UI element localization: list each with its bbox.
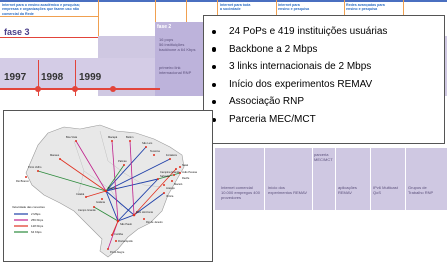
- phase2-note: 56 instituições: [159, 42, 185, 47]
- timeline-note: Grupos de Trabalho RNP: [408, 185, 434, 195]
- timeline-note: aplicações REMAV: [338, 185, 357, 195]
- lower-divider: [312, 148, 313, 210]
- lower-divider: [370, 148, 371, 210]
- city-label: Porto Alegre: [110, 251, 125, 254]
- timeline-note: IPv6 Multicast QoS: [373, 185, 398, 195]
- year-dot: [110, 86, 116, 92]
- city-label: São Luís: [142, 142, 153, 145]
- summary-item: Início dos experimentos REMAV: [204, 76, 444, 94]
- city-label: Belo Horizonte: [136, 211, 154, 214]
- phase3-label: fase 3: [4, 27, 30, 37]
- legend-label: 128 Kbps: [31, 224, 44, 228]
- city-label: Brasília: [108, 187, 117, 190]
- year-label: 1998: [41, 72, 64, 83]
- summary-box: [203, 15, 445, 144]
- city-label: São Paulo: [120, 223, 132, 226]
- summary-item: Associação RNP: [204, 93, 444, 111]
- summary-list: [204, 23, 444, 129]
- year-label: 1997: [4, 72, 27, 83]
- city-label: Rio Branco: [16, 180, 29, 183]
- summary-item: 24 PoPs e 419 instituições usuárias: [204, 23, 444, 41]
- lower-divider: [264, 148, 265, 210]
- city-label: Maceió: [174, 183, 183, 186]
- header-label-teaching: Internet para ensino e pesquisa: [278, 3, 310, 12]
- summary-item: Parceria MEC/MCT: [204, 111, 444, 129]
- map-panel: [3, 110, 213, 262]
- city-label: Teresina: [150, 150, 160, 153]
- timeline-note: início dos experimentos REMAV: [268, 185, 308, 195]
- city-label: Campo Grande: [78, 209, 96, 212]
- city-label: Campina Grande: [160, 171, 180, 174]
- legend-label: 256 Kbps: [31, 218, 44, 222]
- city-label: Salvador: [160, 175, 171, 178]
- city-label: Goiânia: [96, 201, 105, 204]
- timeline-top-border: [0, 0, 447, 2]
- timeline-band-phase2: [155, 22, 205, 96]
- city-label: Macapá: [108, 136, 118, 139]
- legend-title: Velocidade das conexões: [12, 205, 45, 209]
- timeline-divider: [98, 0, 99, 36]
- city-label: Boa Vista: [66, 136, 78, 139]
- header-label-advanced: Redes avançadas para ensino e pesquisa: [346, 3, 385, 12]
- header-rule: [0, 16, 98, 17]
- legend-label: 64 Kbps: [31, 230, 42, 234]
- city-label: Manaus: [50, 154, 60, 157]
- map-legend: [12, 205, 45, 234]
- city-label: Belém: [126, 136, 134, 139]
- header-label-academic: Internet para o ensino acadêmico e pesquisa; empresas e organizações que fazem uso não comercial da Rede: [2, 3, 80, 16]
- city-label: Rio de Janeiro: [146, 221, 163, 224]
- years-red-line: [0, 88, 160, 90]
- phase3-underline: [0, 37, 98, 38]
- summary-item: 3 links internacionais de 2 Mbps: [204, 58, 444, 76]
- city-label: Florianópolis: [118, 240, 133, 243]
- city-label: Vitória: [166, 195, 174, 198]
- city-label: João Pessoa: [182, 171, 197, 174]
- city-label: Porto Velho: [28, 166, 42, 169]
- city-label: Cuiabá: [76, 193, 85, 196]
- timeline-note: parceria MEC/MCT: [314, 152, 333, 162]
- city-label: Curitiba: [114, 233, 123, 236]
- phase2-label: fase 2: [157, 24, 172, 30]
- lower-divider: [405, 148, 406, 210]
- year-dot: [72, 86, 78, 92]
- city-label: Recife: [182, 177, 190, 180]
- year-dot: [35, 86, 41, 92]
- city-label: Fortaleza: [166, 154, 177, 157]
- legend-label: 2 Mbps: [31, 212, 41, 216]
- summary-item: Backbone a 2 Mbps: [204, 41, 444, 59]
- phase2-note: backbone a 64 Kbps: [159, 47, 196, 52]
- year-label: 1999: [79, 72, 102, 83]
- timeline-note: Internet comercial 10.000 empregos 400 provedores: [221, 185, 260, 200]
- city-label: Natal: [182, 164, 189, 167]
- phase2-note: 16 pops: [159, 37, 174, 42]
- brazil-network-map: [4, 111, 212, 261]
- header-label-society: Internet para toda a sociedade: [220, 3, 251, 12]
- city-label: Aracaju: [166, 187, 175, 190]
- phase2-note: primeiro link internacional RNP: [159, 65, 192, 75]
- city-label: Palmas: [118, 160, 127, 163]
